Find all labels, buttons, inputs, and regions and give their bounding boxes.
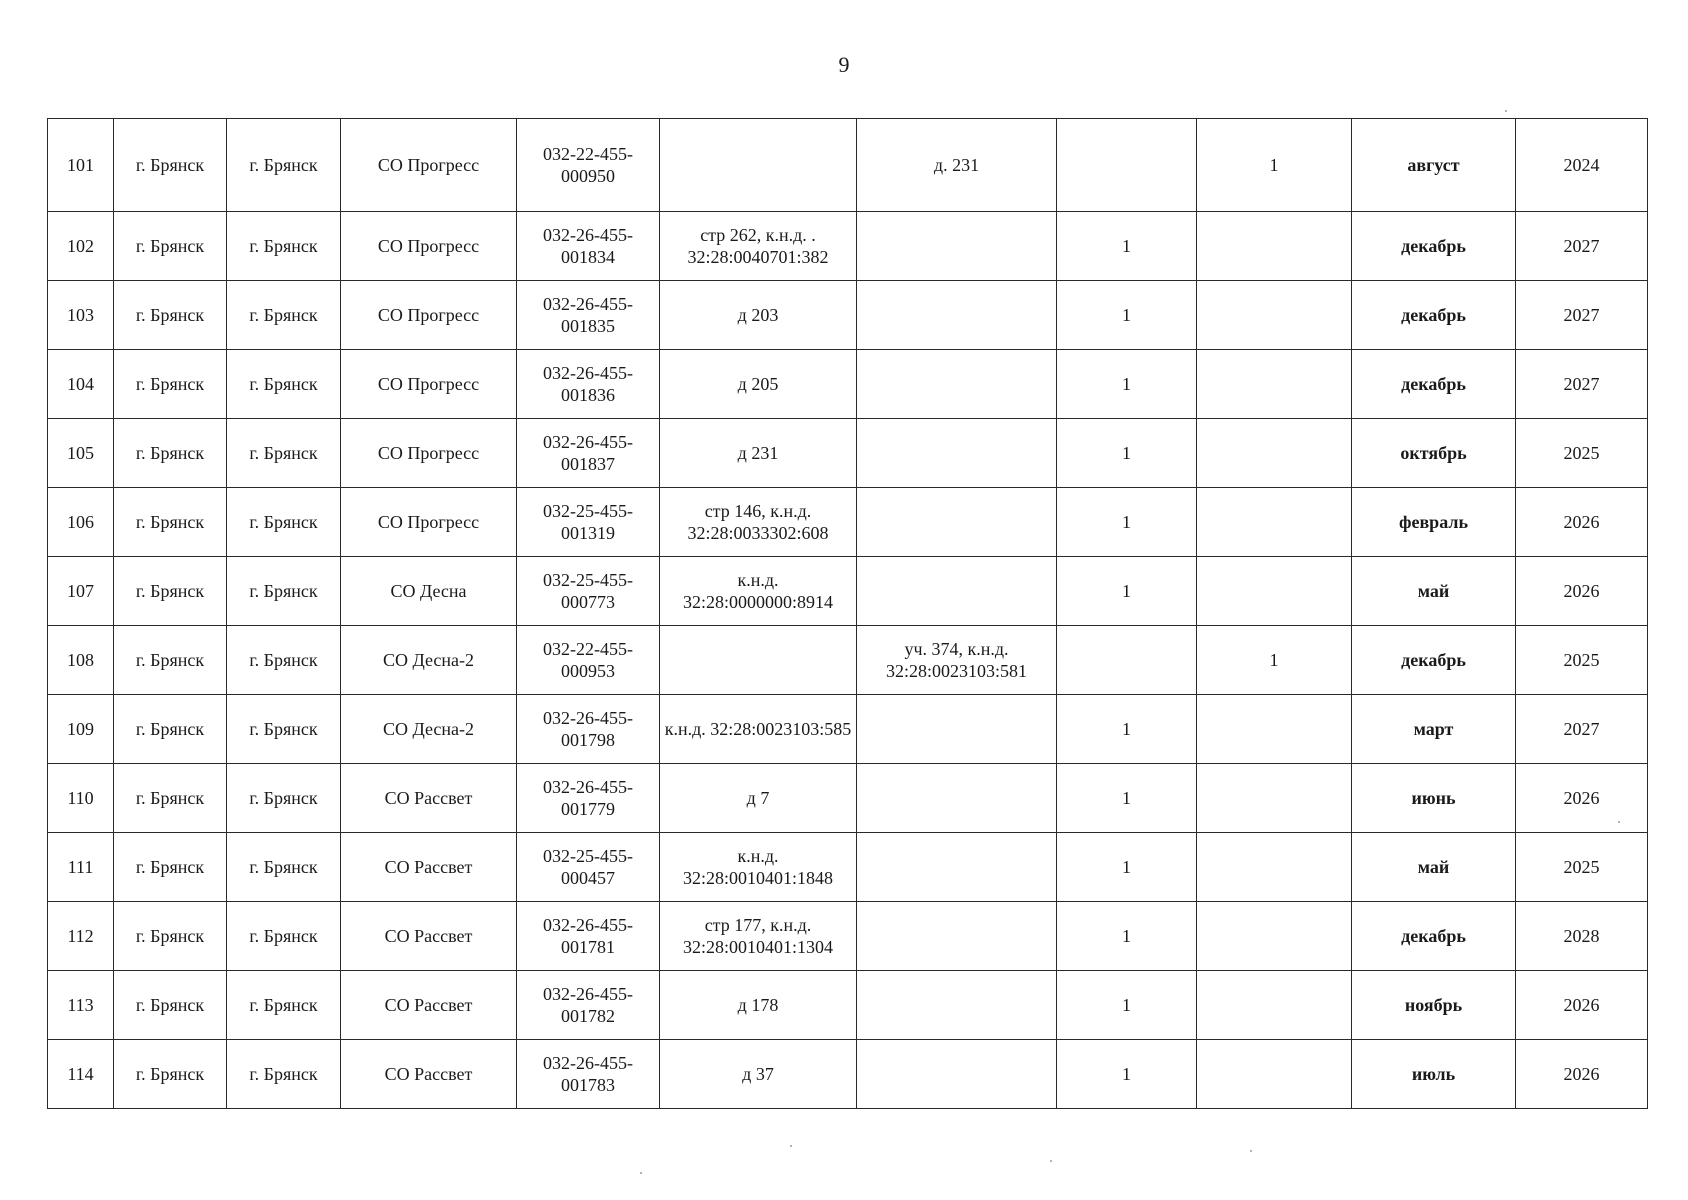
object-description-cell: д 7	[660, 764, 857, 833]
month-cell: февраль	[1352, 488, 1516, 557]
count-cell: 1	[1057, 281, 1197, 350]
district-cell: г. Брянск	[114, 281, 227, 350]
table-row	[48, 902, 1648, 971]
society-cell: СО Прогресс	[341, 488, 517, 557]
row-number-cell: 108	[48, 626, 114, 695]
district-cell: г. Брянск	[114, 212, 227, 281]
year-cell: 2025	[1516, 626, 1648, 695]
year-cell: 2028	[1516, 902, 1648, 971]
count-alt-cell	[1197, 212, 1352, 281]
year-cell: 2027	[1516, 281, 1648, 350]
object-description-cell: д 205	[660, 350, 857, 419]
locality-cell: г. Брянск	[227, 764, 341, 833]
scan-speck	[640, 1172, 642, 1174]
locality-cell: г. Брянск	[227, 695, 341, 764]
object-description-cell: д 178	[660, 971, 857, 1040]
registry-number-cell: 032-26-455-001782	[517, 971, 660, 1040]
object-description-cell: д 231	[660, 419, 857, 488]
table-row	[48, 119, 1648, 212]
row-number-cell: 109	[48, 695, 114, 764]
table-row	[48, 764, 1648, 833]
district-cell: г. Брянск	[114, 971, 227, 1040]
count-cell: 1	[1057, 902, 1197, 971]
year-cell: 2025	[1516, 419, 1648, 488]
scan-speck	[1618, 821, 1620, 823]
society-cell: СО Прогресс	[341, 350, 517, 419]
count-cell: 1	[1057, 212, 1197, 281]
table-row	[48, 419, 1648, 488]
district-cell: г. Брянск	[114, 833, 227, 902]
locality-cell: г. Брянск	[227, 971, 341, 1040]
registry-number-cell: 032-26-455-001836	[517, 350, 660, 419]
year-cell: 2026	[1516, 971, 1648, 1040]
count-alt-cell	[1197, 764, 1352, 833]
locality-cell: г. Брянск	[227, 419, 341, 488]
count-cell: 1	[1057, 350, 1197, 419]
object-description-alt-cell	[857, 833, 1057, 902]
month-cell: октябрь	[1352, 419, 1516, 488]
district-cell: г. Брянск	[114, 488, 227, 557]
scan-speck	[1250, 1150, 1252, 1152]
society-cell: СО Рассвет	[341, 1040, 517, 1109]
month-cell: июль	[1352, 1040, 1516, 1109]
registry-number-cell: 032-26-455-001781	[517, 902, 660, 971]
registry-number-cell: 032-26-455-001834	[517, 212, 660, 281]
locality-cell: г. Брянск	[227, 557, 341, 626]
table-row	[48, 488, 1648, 557]
registry-number-cell: 032-26-455-001783	[517, 1040, 660, 1109]
district-cell: г. Брянск	[114, 764, 227, 833]
table-row	[48, 1040, 1648, 1109]
count-cell: 1	[1057, 764, 1197, 833]
year-cell: 2027	[1516, 212, 1648, 281]
registry-table	[47, 118, 1648, 1109]
count-alt-cell	[1197, 488, 1352, 557]
locality-cell: г. Брянск	[227, 626, 341, 695]
count-alt-cell	[1197, 557, 1352, 626]
month-cell: май	[1352, 557, 1516, 626]
district-cell: г. Брянск	[114, 557, 227, 626]
row-number-cell: 113	[48, 971, 114, 1040]
row-number-cell: 106	[48, 488, 114, 557]
count-cell: 1	[1057, 971, 1197, 1040]
table-row	[48, 833, 1648, 902]
table-row	[48, 212, 1648, 281]
table-body	[48, 119, 1648, 1109]
row-number-cell: 102	[48, 212, 114, 281]
object-description-alt-cell	[857, 764, 1057, 833]
object-description-cell: стр 146, к.н.д. 32:28:0033302:608	[660, 488, 857, 557]
object-description-cell	[660, 626, 857, 695]
row-number-cell: 114	[48, 1040, 114, 1109]
scan-speck	[790, 1145, 792, 1147]
registry-number-cell: 032-26-455-001798	[517, 695, 660, 764]
month-cell: декабрь	[1352, 626, 1516, 695]
society-cell: СО Рассвет	[341, 764, 517, 833]
district-cell: г. Брянск	[114, 419, 227, 488]
society-cell: СО Прогресс	[341, 419, 517, 488]
count-alt-cell	[1197, 350, 1352, 419]
registry-number-cell: 032-25-455-001319	[517, 488, 660, 557]
object-description-alt-cell	[857, 557, 1057, 626]
scan-speck	[1050, 1160, 1052, 1162]
object-description-alt-cell: д. 231	[857, 119, 1057, 212]
table-row	[48, 350, 1648, 419]
society-cell: СО Десна	[341, 557, 517, 626]
year-cell: 2025	[1516, 833, 1648, 902]
object-description-alt-cell	[857, 695, 1057, 764]
month-cell: июнь	[1352, 764, 1516, 833]
row-number-cell: 110	[48, 764, 114, 833]
count-alt-cell	[1197, 695, 1352, 764]
society-cell: СО Десна-2	[341, 626, 517, 695]
count-alt-cell	[1197, 971, 1352, 1040]
count-cell	[1057, 119, 1197, 212]
district-cell: г. Брянск	[114, 626, 227, 695]
registry-number-cell: 032-26-455-001837	[517, 419, 660, 488]
registry-number-cell: 032-26-455-001835	[517, 281, 660, 350]
row-number-cell: 112	[48, 902, 114, 971]
object-description-cell	[660, 119, 857, 212]
year-cell: 2024	[1516, 119, 1648, 212]
year-cell: 2026	[1516, 557, 1648, 626]
object-description-cell: к.н.д. 32:28:0010401:1848	[660, 833, 857, 902]
count-alt-cell	[1197, 902, 1352, 971]
locality-cell: г. Брянск	[227, 902, 341, 971]
society-cell: СО Рассвет	[341, 833, 517, 902]
locality-cell: г. Брянск	[227, 119, 341, 212]
object-description-cell: стр 177, к.н.д. 32:28:0010401:1304	[660, 902, 857, 971]
count-alt-cell	[1197, 419, 1352, 488]
object-description-cell: к.н.д. 32:28:0023103:585	[660, 695, 857, 764]
society-cell: СО Рассвет	[341, 902, 517, 971]
locality-cell: г. Брянск	[227, 281, 341, 350]
count-alt-cell: 1	[1197, 626, 1352, 695]
locality-cell: г. Брянск	[227, 212, 341, 281]
registry-number-cell: 032-26-455-001779	[517, 764, 660, 833]
district-cell: г. Брянск	[114, 695, 227, 764]
society-cell: СО Прогресс	[341, 119, 517, 212]
object-description-alt-cell	[857, 902, 1057, 971]
table-row	[48, 971, 1648, 1040]
locality-cell: г. Брянск	[227, 1040, 341, 1109]
month-cell: декабрь	[1352, 281, 1516, 350]
year-cell: 2026	[1516, 764, 1648, 833]
row-number-cell: 104	[48, 350, 114, 419]
society-cell: СО Рассвет	[341, 971, 517, 1040]
table-row	[48, 626, 1648, 695]
locality-cell: г. Брянск	[227, 833, 341, 902]
object-description-alt-cell	[857, 281, 1057, 350]
month-cell: май	[1352, 833, 1516, 902]
count-cell	[1057, 626, 1197, 695]
object-description-cell: стр 262, к.н.д. . 32:28:0040701:382	[660, 212, 857, 281]
month-cell: март	[1352, 695, 1516, 764]
month-cell: ноябрь	[1352, 971, 1516, 1040]
society-cell: СО Прогресс	[341, 281, 517, 350]
table-row	[48, 557, 1648, 626]
month-cell: декабрь	[1352, 212, 1516, 281]
row-number-cell: 101	[48, 119, 114, 212]
count-alt-cell	[1197, 1040, 1352, 1109]
month-cell: август	[1352, 119, 1516, 212]
count-cell: 1	[1057, 557, 1197, 626]
object-description-alt-cell	[857, 350, 1057, 419]
month-cell: декабрь	[1352, 350, 1516, 419]
district-cell: г. Брянск	[114, 1040, 227, 1109]
count-alt-cell	[1197, 833, 1352, 902]
object-description-cell: к.н.д. 32:28:0000000:8914	[660, 557, 857, 626]
month-cell: декабрь	[1352, 902, 1516, 971]
year-cell: 2027	[1516, 695, 1648, 764]
district-cell: г. Брянск	[114, 119, 227, 212]
row-number-cell: 107	[48, 557, 114, 626]
object-description-cell: д 37	[660, 1040, 857, 1109]
object-description-alt-cell	[857, 488, 1057, 557]
year-cell: 2026	[1516, 1040, 1648, 1109]
society-cell: СО Прогресс	[341, 212, 517, 281]
district-cell: г. Брянск	[114, 902, 227, 971]
year-cell: 2026	[1516, 488, 1648, 557]
object-description-alt-cell	[857, 212, 1057, 281]
row-number-cell: 111	[48, 833, 114, 902]
registry-number-cell: 032-25-455-000773	[517, 557, 660, 626]
row-number-cell: 105	[48, 419, 114, 488]
locality-cell: г. Брянск	[227, 488, 341, 557]
count-cell: 1	[1057, 833, 1197, 902]
row-number-cell: 103	[48, 281, 114, 350]
count-alt-cell: 1	[1197, 119, 1352, 212]
registry-number-cell: 032-22-455-000950	[517, 119, 660, 212]
count-cell: 1	[1057, 419, 1197, 488]
count-cell: 1	[1057, 488, 1197, 557]
object-description-cell: д 203	[660, 281, 857, 350]
count-cell: 1	[1057, 695, 1197, 764]
year-cell: 2027	[1516, 350, 1648, 419]
count-alt-cell	[1197, 281, 1352, 350]
object-description-alt-cell	[857, 419, 1057, 488]
registry-number-cell: 032-25-455-000457	[517, 833, 660, 902]
locality-cell: г. Брянск	[227, 350, 341, 419]
page-number: 9	[838, 52, 850, 77]
registry-number-cell: 032-22-455-000953	[517, 626, 660, 695]
society-cell: СО Десна-2	[341, 695, 517, 764]
scan-speck	[1505, 110, 1507, 112]
object-description-alt-cell: уч. 374, к.н.д. 32:28:0023103:581	[857, 626, 1057, 695]
table-row	[48, 695, 1648, 764]
table-row	[48, 281, 1648, 350]
count-cell: 1	[1057, 1040, 1197, 1109]
district-cell: г. Брянск	[114, 350, 227, 419]
object-description-alt-cell	[857, 971, 1057, 1040]
object-description-alt-cell	[857, 1040, 1057, 1109]
